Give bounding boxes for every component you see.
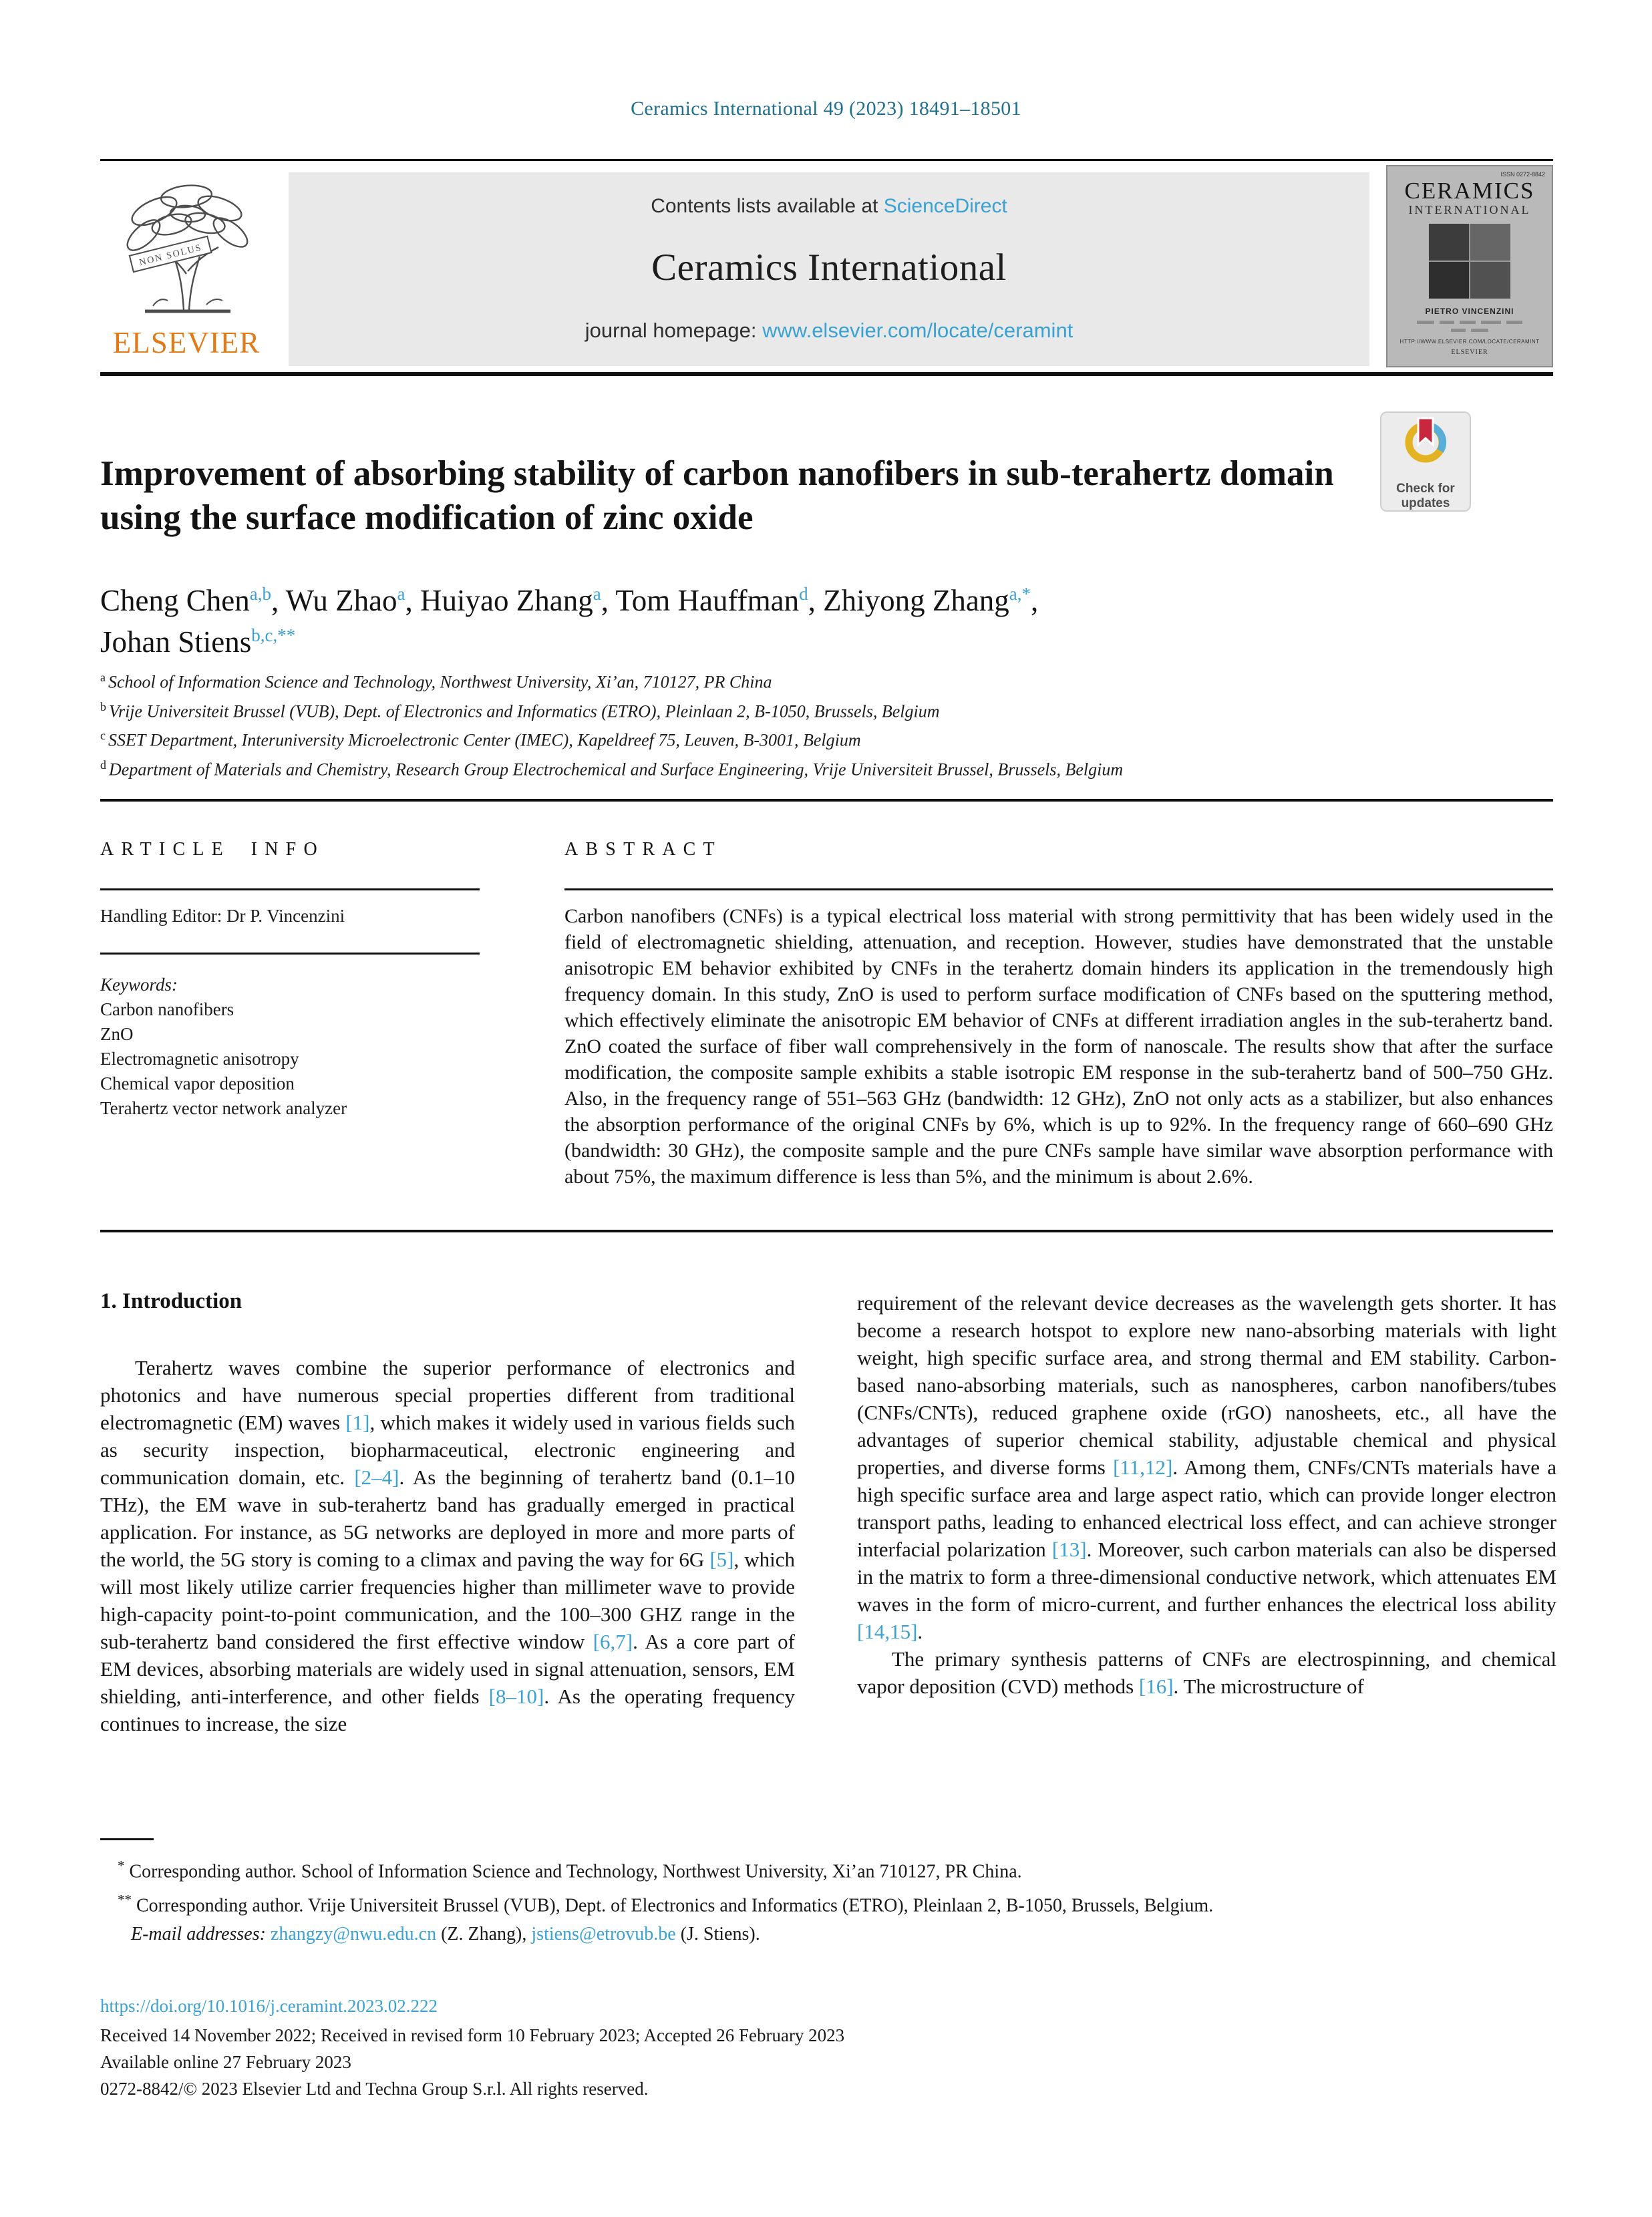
author: Zhiyong Zhang$^{a,*}$ bbox=[823, 584, 1031, 617]
journal-cover[interactable] bbox=[1386, 165, 1553, 367]
masthead-bottom-rule bbox=[100, 372, 1553, 376]
article-info-heading: ARTICLE INFO bbox=[100, 839, 325, 860]
affiliation: $^d$ Department of Materials and Chemistry, Research Group Electrochemical and Surface Engineering, Vrije Universiteit Brussel, Brussels, Belgium bbox=[100, 757, 1124, 780]
cover-subtitle: INTERNATIONAL bbox=[1408, 203, 1531, 216]
cover-publisher: ELSEVIER bbox=[1451, 349, 1488, 356]
sciencedirect-link[interactable]: ScienceDirect bbox=[883, 195, 1007, 217]
top-rule bbox=[100, 159, 1553, 161]
footnote-marker: ** bbox=[118, 1892, 132, 1908]
doi-link[interactable]: https://doi.org/10.1016/j.ceramint.2023.02.222 bbox=[100, 1996, 438, 2016]
citation-link[interactable]: [6,7] bbox=[593, 1630, 633, 1653]
keywords-label: Keywords: bbox=[100, 975, 178, 995]
intro-left-column bbox=[100, 1289, 795, 1737]
contents-line bbox=[289, 195, 1369, 218]
author: Cheng Chen$^{a,b}$ bbox=[100, 584, 271, 617]
handling-editor: Handling Editor: Dr P. Vincenzini bbox=[100, 906, 345, 926]
journal-citation-header: Ceramics International 49 (2023) 18491–18501 bbox=[631, 98, 1021, 120]
affiliation-sup: d bbox=[100, 757, 106, 772]
author: Wu Zhao$^a$ bbox=[285, 584, 405, 617]
abstract-rule bbox=[564, 888, 1553, 890]
intro-paragraph-2: The primary synthesis patterns of CNFs are electrospinning, and chemical vapor deposition (CVD) methods [16]. The microstructure of bbox=[857, 1647, 1556, 1698]
author: Huiyao Zhang$^a$ bbox=[420, 584, 601, 617]
citation-link[interactable]: [1] bbox=[345, 1411, 370, 1434]
cover-issn: ISSN 0272-8842 bbox=[1500, 171, 1545, 178]
keyword: Chemical vapor deposition bbox=[100, 1073, 295, 1093]
section-heading-introduction: 1. Introduction bbox=[100, 1289, 242, 1313]
intro-right-column bbox=[857, 1289, 1556, 1700]
citation-link[interactable]: [2–4] bbox=[354, 1466, 399, 1489]
author: Johan Stiens$^{b,c,**}$ bbox=[100, 625, 296, 659]
citation-link[interactable]: [16] bbox=[1138, 1675, 1174, 1698]
affiliation-sup: a bbox=[100, 671, 106, 684]
received-dates: Received 14 November 2022; Received in revised form 10 February 2023; Accepted 26 February 2023 bbox=[100, 2025, 845, 2045]
affiliation-list bbox=[100, 665, 1503, 782]
cover-title: CERAMICS bbox=[1404, 178, 1535, 204]
intro-paragraph-1-continued: requirement of the relevant device decreases as the wavelength gets shorter. It has become a research hotspot to explore new nano-absorbing materials with light weight, high specific surface area, and strong thermal and EM stability. Carbon-based nano-absorbing materials, such as nanospheres, carbon nanofibers/tubes (CNFs/CNTs), reduced graphene oxide (rGO) nanosheets, etc., all have the advantages of superior chemical stability, adjustable chemical and physical properties, and diverse forms [11,12]. Among them, CNFs/CNTs materials have a high specific surface area and large aspect ratio, which can provide longer electron transport paths, leading to enhanced electrical loss effect, and can achieve stronger interfacial polarization [13]. Moreover, such carbon materials can also be dispersed in the matrix to form a three-dimensional conductive network, which attenuates EM waves in the form of micro-current, and further enhances the electrical loss ability [14,15]. bbox=[857, 1291, 1556, 1643]
contents-prefix: Contents lists available at bbox=[651, 195, 884, 217]
intro-paragraph-1: Terahertz waves combine the superior performance of electronics and photonics and have numerous special properties different from traditional electromagnetic (EM) waves [1], which makes it widely used in various fields such as security inspection, biopharmaceutical, electronic engineering and communication domain, etc. [2–4]. As the beginning of terahertz band (0.1–10 THz), the EM wave in sub-terahertz band has gradually emerged in practical application. For instance, as 5G networks are deployed in more and more parts of the world, the 5G story is coming to a climax and paving the way for 6G [5], which will most likely utilize carrier frequencies higher than millimeter wave to provide high-capacity point-to-point communication, and the 100–300 GHZ range in the sub-terahertz band considered the first effective window [6,7]. As a core part of EM devices, absorbing materials are widely used in signal attenuation, sensors, EM shielding, anti-interference, and other fields [8–10]. As the operating frequency continues to increase, the size bbox=[100, 1356, 796, 1735]
email-line bbox=[100, 1920, 1553, 1948]
cover-editor-list-decoration bbox=[1387, 321, 1552, 324]
elsevier-logo[interactable] bbox=[100, 172, 273, 367]
citation-link[interactable]: [13] bbox=[1051, 1538, 1087, 1561]
author-affiliation-sup: a bbox=[593, 584, 601, 604]
citation-link[interactable]: [11,12] bbox=[1113, 1456, 1173, 1479]
non-solus-banner: NON SOLUS bbox=[138, 242, 204, 269]
footnote-rule bbox=[100, 1838, 154, 1840]
affiliation-sup: b bbox=[100, 699, 106, 713]
cover-micrograph-image bbox=[1429, 224, 1510, 299]
citation-link[interactable]: [5] bbox=[709, 1548, 734, 1571]
author-affiliation-sup: a,b bbox=[249, 584, 271, 604]
article-info-rule bbox=[100, 888, 480, 890]
footnote: * Corresponding author. School of Information Science and Technology, Northwest University, Xi’an 710127, PR China. bbox=[118, 1858, 1022, 1882]
author-list: Cheng Chen$^{a,b}$, Wu Zhao$^a$, Huiyao Zhang$^a$, Tom Hauffman$^d$, Zhiyong Zhang$^{a,*}$, Johan Stiens$^{b,c,**}$ bbox=[100, 584, 1039, 659]
check-for-updates-icon bbox=[1392, 413, 1459, 477]
keywords-rule bbox=[100, 953, 480, 955]
header-divider-rule bbox=[100, 799, 1553, 802]
keyword: Carbon nanofibers bbox=[100, 999, 234, 1019]
abstract-heading: ABSTRACT bbox=[564, 839, 722, 860]
cover-url: HTTP://WWW.ELSEVIER.COM/LOCATE/CERAMINT bbox=[1399, 339, 1540, 345]
elsevier-tree-logo bbox=[106, 172, 267, 321]
homepage-link[interactable]: www.elsevier.com/locate/ceramint bbox=[762, 319, 1073, 342]
author: Tom Hauffman$^d$ bbox=[615, 584, 808, 617]
keyword: Electromagnetic anisotropy bbox=[100, 1049, 299, 1069]
cover-associate-editors-decoration bbox=[1387, 329, 1552, 332]
affiliation: $^b$ Vrije Universiteit Brussel (VUB), Dept. of Electronics and Informatics (ETRO), Pleinlaan 2, B-1050, Brussels, Belgium bbox=[100, 699, 940, 721]
email-suffix-1: (Z. Zhang), bbox=[436, 1923, 532, 1944]
keyword-list bbox=[100, 997, 480, 1121]
homepage-line bbox=[289, 319, 1369, 343]
footnotes bbox=[100, 1852, 1553, 1948]
available-online: Available online 27 February 2023 bbox=[100, 2052, 351, 2072]
email-link-zhang[interactable]: zhangzy@nwu.edu.cn bbox=[270, 1923, 437, 1944]
author-affiliation-sup: a bbox=[397, 584, 405, 604]
badge-label: Check for updates bbox=[1396, 482, 1455, 510]
email-suffix-2: (J. Stiens). bbox=[675, 1923, 760, 1944]
keywords-block bbox=[100, 973, 480, 1121]
citation-link[interactable]: [8–10] bbox=[488, 1685, 544, 1708]
cover-editor-name: PIETRO VINCENZINI bbox=[1425, 307, 1514, 316]
check-for-updates-badge[interactable] bbox=[1380, 411, 1471, 512]
copyright-line: 0272-8842/© 2023 Elsevier Ltd and Techna Group S.r.l. All rights reserved. bbox=[100, 2079, 649, 2099]
elsevier-wordmark: ELSEVIER bbox=[112, 326, 261, 359]
abstract-bottom-rule bbox=[100, 1230, 1553, 1232]
footnote-marker: * bbox=[118, 1858, 125, 1874]
doi-link-line bbox=[100, 1996, 438, 2017]
email-label: E-mail addresses: bbox=[131, 1923, 266, 1944]
journal-name: Ceramics International bbox=[651, 246, 1007, 289]
homepage-prefix: journal homepage: bbox=[585, 319, 763, 342]
footnote-list bbox=[100, 1852, 1553, 1920]
abstract-text: Carbon nanofibers (CNFs) is a typical electrical loss material with strong permittivity that has been widely used in the field of electromagnetic shielding, attenuation, and reception. However, studies have demonstrated that the unstable anisotropic EM behavior exhibited by CNFs in the terahertz domain hinders its application in the tremendously high frequency domain. In this study, ZnO is used to perform surface modification of CNFs based on the sputtering method, which effectively eliminate the anisotropic EM behavior of CNFs at different irradiation angles in the sub-terahertz band. ZnO coated the surface of fiber wall comprehensively in the form of nanoscale. The results show that after the surface modification, the composite sample exhibits a stable isotropic EM response in the sub-terahertz band of 500–750 GHz. Also, in the frequency range of 551–563 GHz (bandwidth: 12 GHz), ZnO not only acts as a stabilizer, but also enhances the absorption performance of the original CNFs by 6%, which is up to 92%. In the frequency range of 660–690 GHz (bandwidth: 30 GHz), the composite sample and the pure CNFs sample have similar wave absorption performance with about 75%, the maximum difference is less than 5%, and the minimum is about 2.6%. bbox=[564, 905, 1553, 1188]
masthead bbox=[289, 172, 1369, 366]
citation-link[interactable]: [14,15] bbox=[857, 1620, 918, 1643]
keyword: ZnO bbox=[100, 1024, 134, 1044]
email-link-stiens[interactable]: jstiens@etrovub.be bbox=[531, 1923, 676, 1944]
author-affiliation-sup: b,c,** bbox=[251, 625, 296, 645]
footnote: ** Corresponding author. Vrije Universiteit Brussel (VUB), Dept. of Electronics and Informatics (ETRO), Pleinlaan 2, B-1050, Brussels, Belgium. bbox=[118, 1892, 1214, 1916]
affiliation: $^a$ School of Information Science and Technology, Northwest University, Xi’an, 710127, PR China bbox=[100, 671, 772, 692]
page-title: Improvement of absorbing stability of carbon nanofibers in sub-terahertz domain using the surface modification of zinc oxide bbox=[100, 454, 1334, 537]
author-affiliation-sup: a,* bbox=[1009, 584, 1031, 604]
affiliation: $^c$ SSET Department, Interuniversity Microelectronic Center (IMEC), Kapeldreef 75, Leuven, B-3001, Belgium bbox=[100, 729, 861, 750]
keyword: Terahertz vector network analyzer bbox=[100, 1098, 347, 1118]
author-affiliation-sup: d bbox=[799, 584, 808, 604]
affiliation-sup: c bbox=[100, 729, 106, 743]
